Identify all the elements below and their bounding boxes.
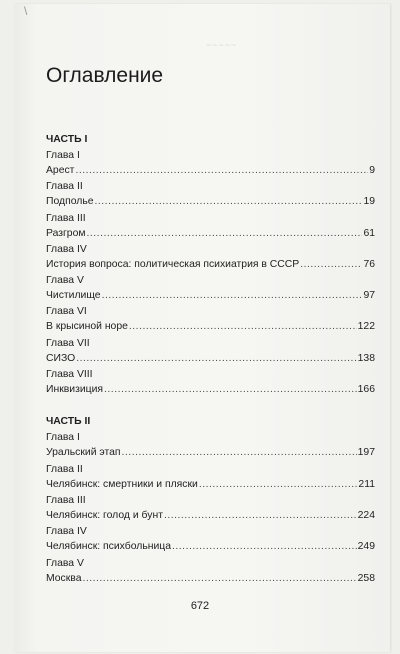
toc-entry[interactable] (46, 571, 375, 587)
chapter-label: Глава IV (46, 526, 87, 538)
toc-entry[interactable] (46, 508, 375, 524)
entry-page: 211 (358, 478, 375, 490)
dot-leader (122, 445, 357, 461)
toc-entry[interactable] (46, 351, 375, 367)
dot-leader (95, 194, 363, 210)
entry-title: Разгром (46, 227, 86, 239)
toc-entry[interactable] (46, 257, 375, 273)
entry-page: 249 (357, 541, 375, 553)
entry-title: СИЗО (46, 352, 76, 364)
page-title: Оглавление (46, 64, 164, 87)
entry-title: Челябинск: психбольница (46, 541, 172, 553)
entry-title: Чистилище (46, 290, 101, 302)
toc-entry[interactable] (46, 319, 375, 335)
running-head-bleed: ~~~~~ (206, 40, 238, 50)
chapter-label: Глава VIII (46, 369, 93, 381)
dot-leader (87, 226, 363, 242)
page-number: 672 (190, 600, 210, 612)
entry-title: Челябинск: смертники и пляски (46, 478, 198, 490)
toc-entry[interactable] (46, 194, 375, 210)
entry-page: 76 (363, 258, 375, 270)
entry-title: Подполье (46, 196, 94, 208)
dot-leader (102, 288, 363, 304)
entry-page: 258 (357, 572, 375, 584)
toc-entry[interactable] (46, 163, 375, 179)
toc-entry[interactable] (46, 445, 375, 461)
chapter-label: Глава III (46, 212, 86, 224)
entry-title: В крысиной норе (46, 321, 128, 333)
chapter-label: Глава VI (46, 306, 87, 318)
entry-title: Челябинск: голод и бунт (46, 509, 163, 521)
entry-page: 138 (357, 352, 375, 364)
dot-leader (104, 382, 357, 398)
toc-entry[interactable] (46, 288, 375, 304)
entry-title: История вопроса: политическая психиатрия в СССР (46, 258, 300, 270)
entry-page: 224 (357, 509, 375, 521)
chapter-label: Глава V (46, 275, 84, 287)
entry-page: 19 (363, 196, 375, 208)
dot-leader (75, 163, 368, 179)
part-heading: ЧАСТЬ II (46, 416, 91, 428)
chapter-label: Глава III (46, 494, 86, 506)
corner-mark: \ (24, 4, 28, 18)
dot-leader (199, 477, 358, 493)
chapter-label: Глава I (46, 150, 80, 161)
entry-page: 166 (357, 384, 375, 396)
chapter-label: Глава I (46, 432, 80, 444)
entry-title: Арест (46, 165, 75, 176)
entry-page: 9 (369, 165, 375, 176)
dot-leader (76, 351, 356, 367)
dot-leader (300, 257, 362, 273)
entry-page: 97 (363, 290, 375, 302)
dot-leader (172, 539, 357, 555)
part-heading: ЧАСТЬ I (46, 134, 88, 145)
entry-title: Уральский этап (46, 447, 121, 459)
dot-leader (129, 319, 357, 335)
chapter-label: Глава II (46, 181, 83, 193)
toc-entry[interactable] (46, 382, 375, 398)
chapter-label: Глава II (46, 463, 83, 475)
chapter-label: Глава V (46, 557, 84, 569)
table-of-contents (46, 130, 375, 587)
entry-title: Москва (46, 572, 82, 584)
dot-leader (164, 508, 357, 524)
toc-entry[interactable] (46, 226, 375, 242)
toc-entry[interactable] (46, 477, 375, 493)
dot-leader (82, 571, 356, 587)
entry-page: 61 (363, 227, 375, 239)
chapter-label: Глава IV (46, 243, 87, 255)
entry-title: Инквизиция (46, 384, 104, 396)
entry-page: 122 (357, 321, 375, 333)
chapter-label: Глава VII (46, 337, 90, 349)
entry-page: 197 (357, 447, 375, 459)
toc-entry[interactable] (46, 539, 375, 555)
